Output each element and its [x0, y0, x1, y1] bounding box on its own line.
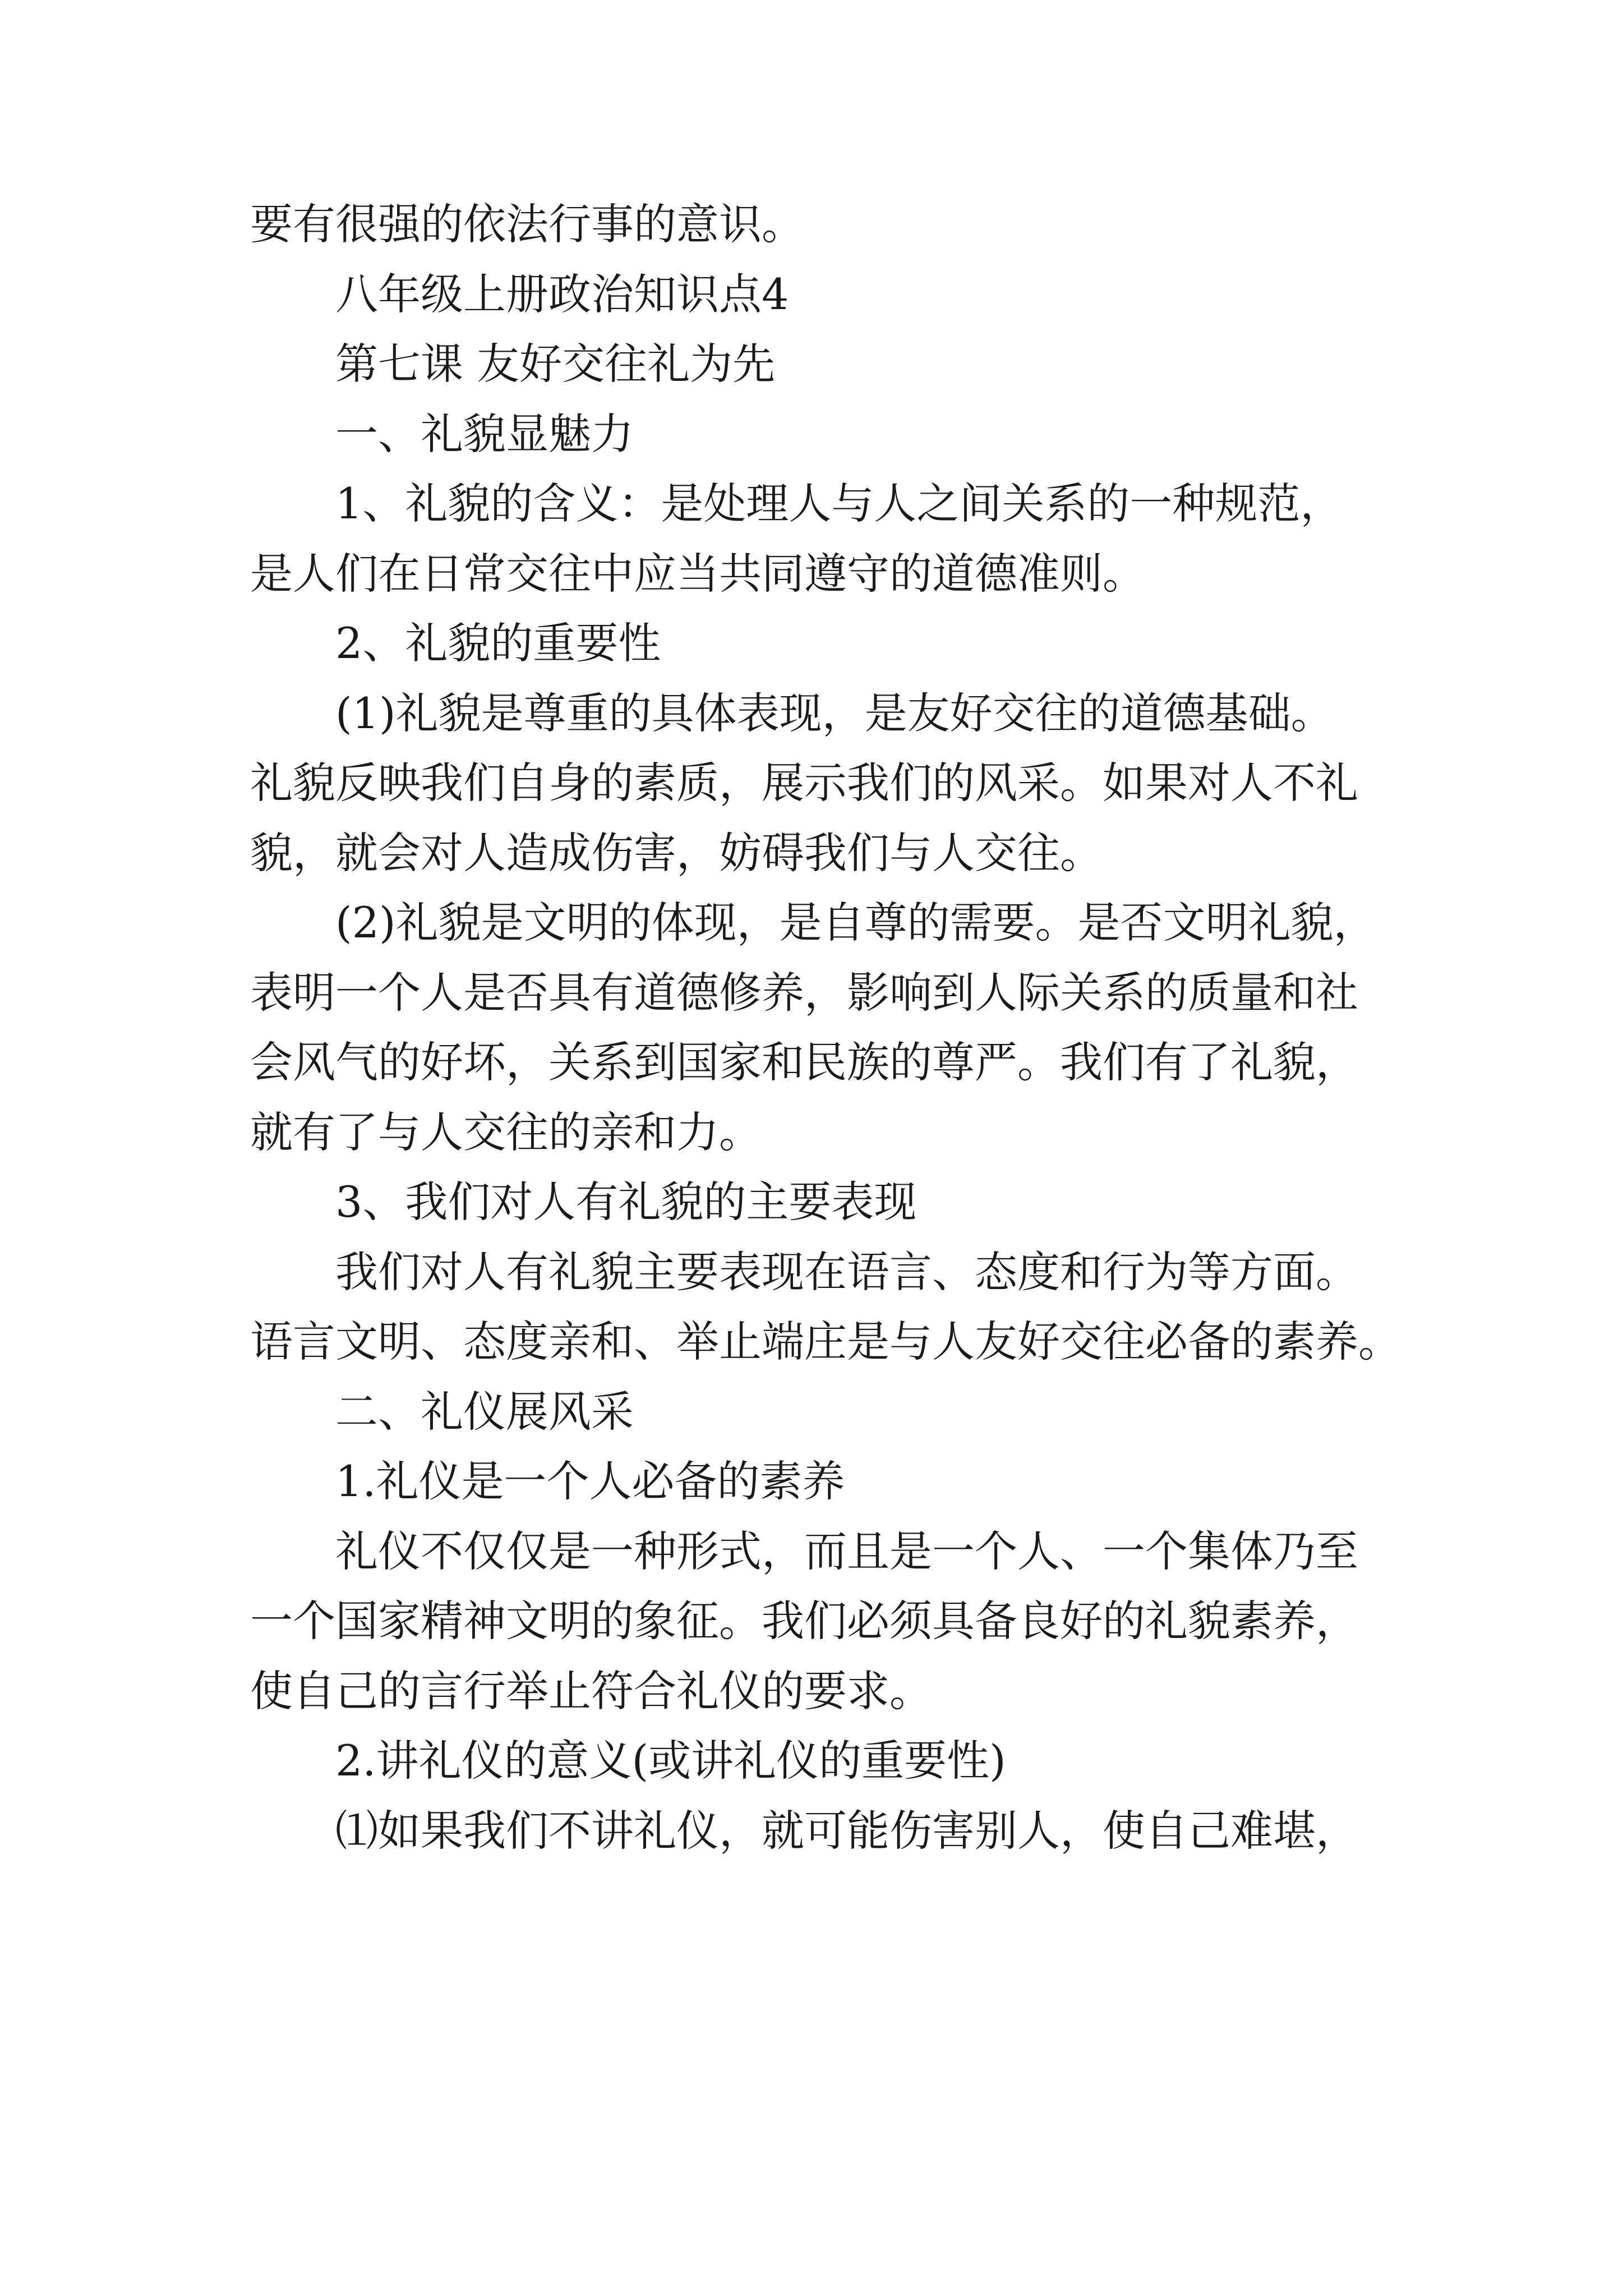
text-line: 一个国家精神文明的象征。我们必须具备良好的礼貌素养，	[250, 1596, 1358, 1646]
text-line: 第七课 友好交往礼为先	[335, 339, 776, 389]
text-line: 礼仪不仅仅是一种形式，而且是一个人、一个集体乃至	[335, 1526, 1358, 1576]
text-line: 要有很强的依法行事的意识。	[250, 199, 804, 249]
text-line: 一、礼貌显魅力	[335, 408, 634, 459]
text-line: 使自己的言行举止符合礼仪的要求。	[250, 1665, 932, 1716]
text-line: (1)礼貌是尊重的具体表现，是友好交往的道德基础。	[335, 688, 1334, 738]
text-line: 我们对人有礼貌主要表现在语言、态度和行为等方面。	[335, 1246, 1358, 1297]
text-line: (2)礼貌是文明的体现，是自尊的需要。是否文明礼貌，	[335, 898, 1376, 947]
text-line: ⑴如果我们不讲礼仪，就可能伤害别人，使自己难堪，	[335, 1805, 1358, 1856]
text-line: 就有了与人交往的亲和力。	[250, 1107, 762, 1157]
document-body	[250, 190, 1401, 1866]
text-line: 2、礼貌的重要性	[335, 618, 661, 668]
text-line: 3、我们对人有礼貌的主要表现	[335, 1177, 917, 1227]
text-line: 会风气的好坏，关系到国家和民族的尊严。我们有了礼貌，	[250, 1037, 1358, 1087]
text-line: 二、礼仪展风采	[335, 1386, 634, 1437]
text-line: 2.讲礼仪的意义(或讲礼仪的重要性)	[335, 1736, 1006, 1786]
text-line: 八年级上册政治知识点4	[335, 269, 789, 319]
text-line: 貌，就会对人造成伤害，妨碍我们与人交往。	[250, 827, 1103, 878]
text-line: 1、礼貌的含义：是处理人与人之间关系的一种规范，	[335, 478, 1343, 528]
text-line: 表明一个人是否具有道德修养，影响到人际关系的质量和社	[250, 967, 1358, 1018]
text-line: 礼貌反映我们自身的素质，展示我们的风采。如果对人不礼	[250, 758, 1358, 808]
text-line: 是人们在日常交往中应当共同遵守的道德准则。	[250, 548, 1145, 599]
text-line: 1.礼仪是一个人必备的素养	[335, 1456, 845, 1506]
text-line: 语言文明、态度亲和、举止端庄是与人友好交往必备的素养。	[250, 1317, 1401, 1366]
